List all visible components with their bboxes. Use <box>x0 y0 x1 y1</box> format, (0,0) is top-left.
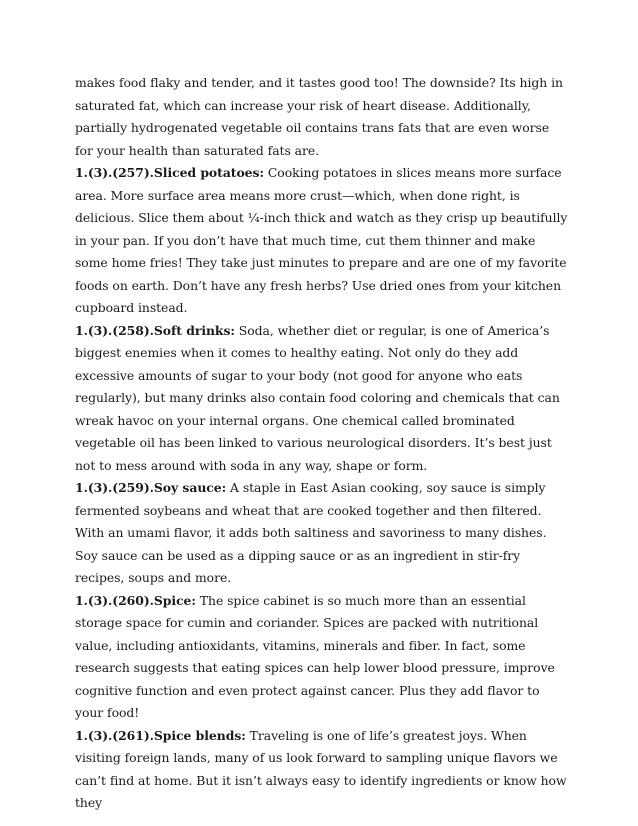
intro-paragraph: makes food flaky and tender, and it tastes good too! The downside? Its high in saturated fat, which can increase your risk of heart disease. Additionally, partially hydrogenated vegetable oil contains trans fats that are even worse for your health than saturated fats are. <box>75 75 563 158</box>
entry-body: The spice cabinet is so much more than an essential storage space for cumin and coriander. Spices are packed with nutritional value, including antioxidants, vitamins, minerals and fiber. In fact, some research suggests that eating spices can help lower blood pressure, improve cognitive function and even protect against cancer. Plus they add flavor to your food! <box>75 592 555 720</box>
entry-body: Cooking potatoes in slices means more surface area. More surface area means more crust—which, when done right, is delicious. Slice them about ¼-inch thick and watch as they crisp up beautifully in your pan. If you don’t have that much time, cut them thinner and make some home fries! They take just minutes to prepare and are one of my favorite foods on earth. Don’t have any fresh herbs? Use dried ones from your kitchen cupboard instead. <box>75 165 568 315</box>
entry-sliced-potatoes <box>75 162 569 320</box>
document-body <box>75 72 569 815</box>
entry-body: Soda, whether diet or regular, is one of America’s biggest enemies when it comes to healthy eating. Not only do they add excessive amounts of sugar to your body (not good for anyone who eats regularly), but many drinks also contain food coloring and chemicals that can wreak havoc on your internal organs. One chemical called brominated vegetable oil has been linked to various neurological disorders. It’s best just not to mess around with soda in any way, shape or form. <box>75 322 560 473</box>
entry-term: 1.(3).(259).Soy sauce: <box>75 480 227 495</box>
entry-term: 1.(3).(260).Spice: <box>75 592 196 608</box>
entry-body: Traveling is one of life’s greatest joys. When visiting foreign lands, many of us look forward to sampling unique flavors we can’t find at home. But it isn’t always easy to identify ingredients or know how they <box>75 727 567 810</box>
entry-term: 1.(3).(261).Spice blends: <box>75 727 246 743</box>
entry-soy-sauce <box>75 477 569 590</box>
entry-spice <box>75 590 569 725</box>
entry-term: 1.(3).(257).Sliced potatoes: <box>75 165 264 180</box>
entry-body: A staple in East Asian cooking, soy sauce is simply fermented soybeans and wheat that are cooked together and then filtered. With an umami flavor, it adds both saltiness and savoriness to many dishes. Soy sauce can be used as a dipping sauce or as an ingredient in stir-fry recipes, soups and more. <box>75 480 547 585</box>
entry-term: 1.(3).(258).Soft drinks: <box>75 322 235 338</box>
entry-spice-blends <box>75 725 569 815</box>
entry-soft-drinks <box>75 320 569 478</box>
